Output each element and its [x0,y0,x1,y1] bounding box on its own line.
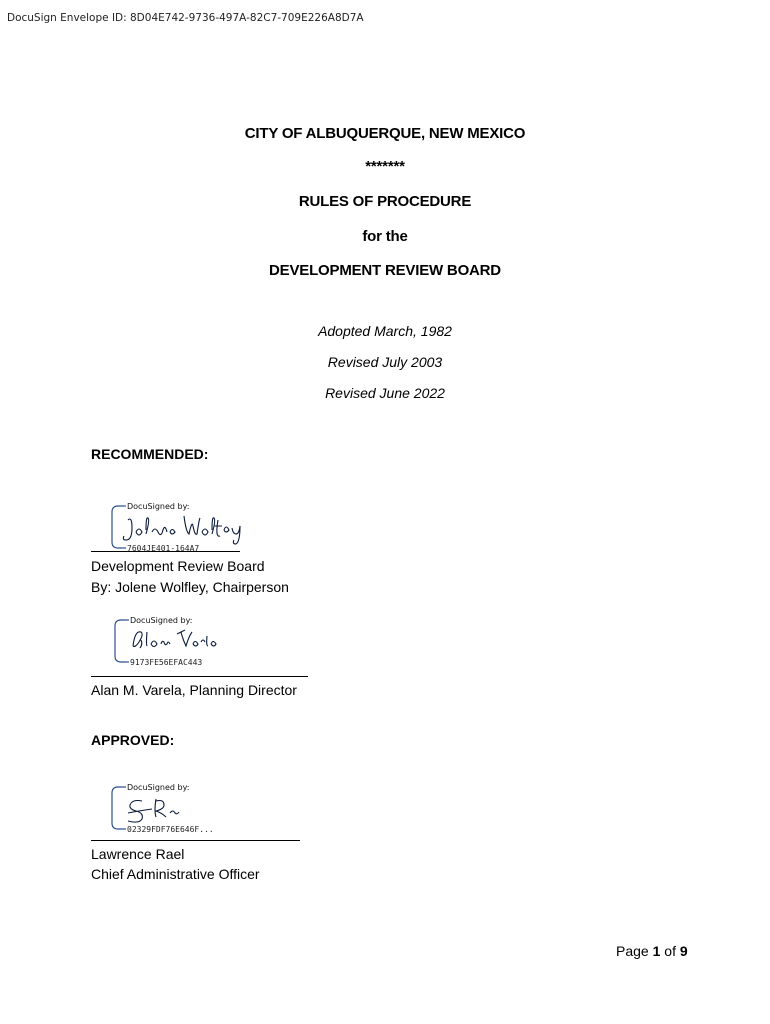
board-heading: DEVELOPMENT REVIEW BOARD [269,262,501,279]
signature-line-wolfley [91,551,240,552]
signer-name-varela: Alan M. Varela, Planning Director [91,682,297,698]
approved-label: APPROVED: [91,732,175,748]
docusign-signature-box-rael [108,783,258,835]
signer-title-rael: Chief Administrative Officer [91,866,260,882]
page-current: 1 [652,943,661,959]
for-the-line: for the [362,228,408,245]
svg-text:7604JE401-164A7: 7604JE401-164A7 [127,544,200,553]
signature-line-varela [91,676,308,677]
page-word: Page [616,943,649,959]
svg-text:DocuSigned by:: DocuSigned by: [127,502,190,511]
svg-text:DocuSigned by:: DocuSigned by: [130,616,193,625]
signature-line-rael [91,840,300,841]
docusign-envelope-id: DocuSign Envelope ID: 8D04E742-9736-497A-82C7-709E226A8D7A [7,12,364,24]
svg-text:02329FDF76E646F...: 02329FDF76E646F... [127,825,214,834]
handwritten-signature-varela [133,630,216,648]
of-word: of [664,943,676,959]
city-heading: CITY OF ALBUQUERQUE, NEW MEXICO [244,125,526,142]
docusign-signature-box-wolfley [108,502,258,554]
signer-name-wolfley: By: Jolene Wolfley, Chairperson [91,579,289,595]
adopted-date: Adopted March, 1982 [318,323,452,339]
document-title: RULES OF PROCEDURE [298,193,472,210]
handwritten-signature-wolfley [123,516,240,544]
handwritten-signature-rael [128,799,179,822]
signer-org-wolfley: Development Review Board [91,558,265,574]
page-total: 9 [679,943,688,959]
stars-divider: ******* [365,158,405,175]
svg-text:9173FE56EFAC443: 9173FE56EFAC443 [130,658,203,667]
page-number [616,943,688,959]
docusign-signature-box-varela [111,616,261,668]
svg-text:DocuSigned by:: DocuSigned by: [127,783,190,792]
recommended-label: RECOMMENDED: [91,446,209,462]
revised-date-2022: Revised June 2022 [325,385,445,401]
revised-date-2003: Revised July 2003 [327,354,443,370]
signer-name-rael: Lawrence Rael [91,846,185,862]
